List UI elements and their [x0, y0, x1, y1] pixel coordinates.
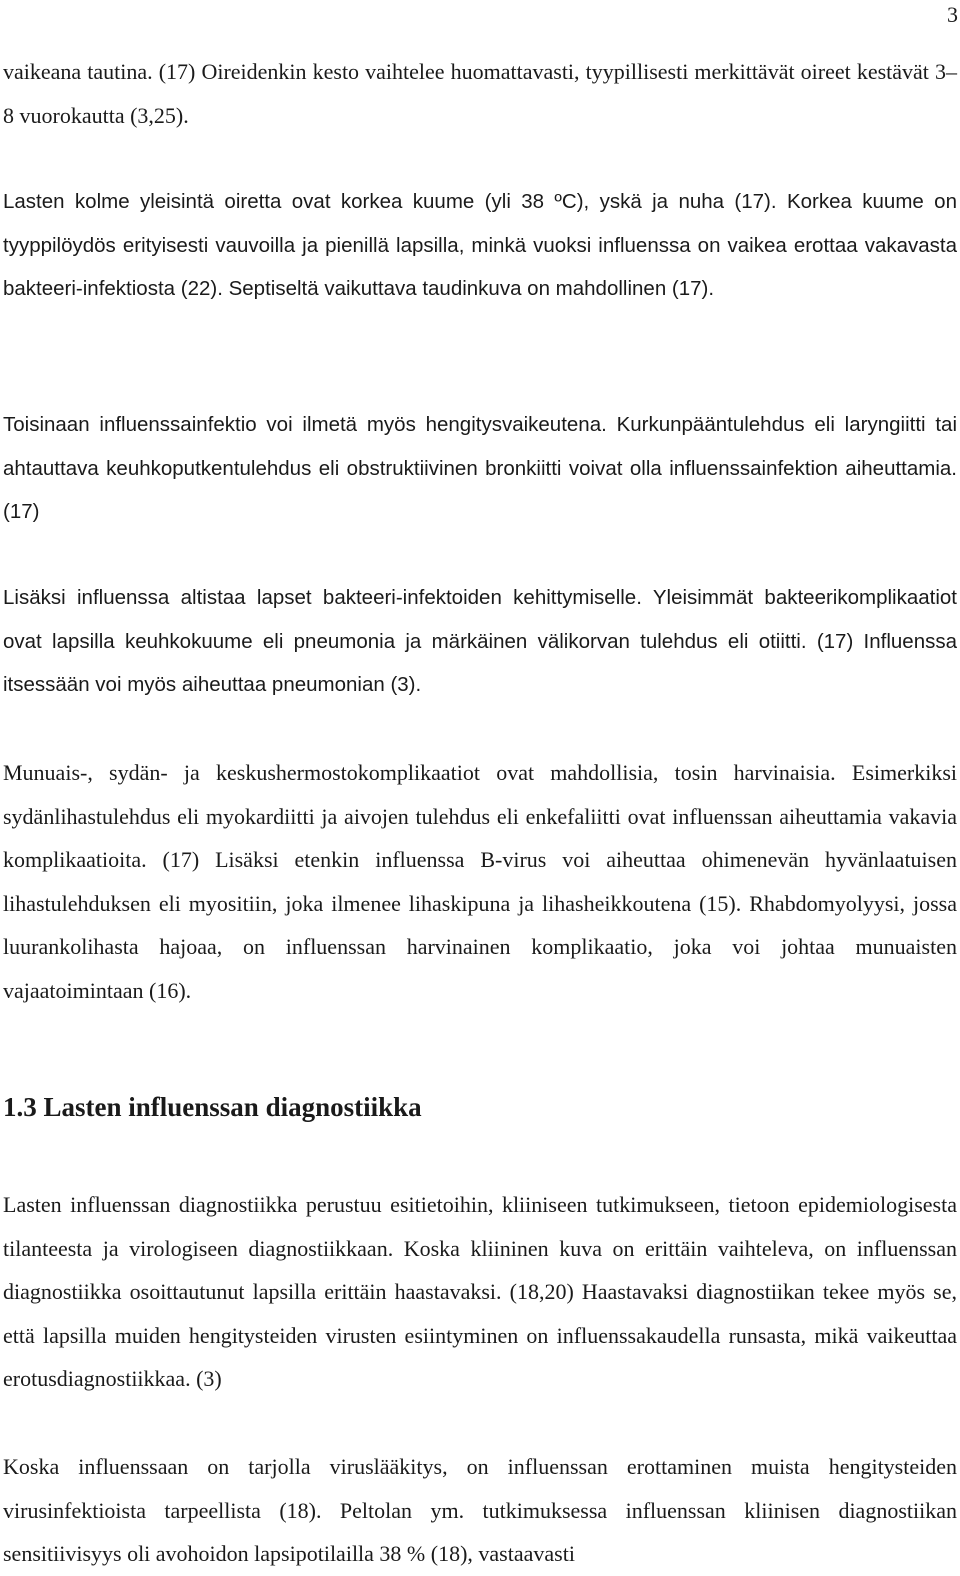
paragraph: Koska influenssaan on tarjolla viruslääkitys, on influenssan erottaminen muista hengitysteiden virusinfektioista tarpeellista (18). Peltolan ym. tutkimuksessa influenssan kliinisen diagnostiikan sensitiivisyys oli avohoidon lapsipotilailla 38 % (18), vastaavasti [3, 1454, 957, 1567]
page-number: 3 [947, 2, 958, 27]
paragraph: Lisäksi influenssa altistaa lapset bakteeri-infektoiden kehittymiselle. Yleisimmät bakteerikomplikaatiot ovat lapsilla keuhkokuume eli pneumonia ja märkäinen välikorvan tulehdus eli otiitti. (17) Influenssa itsessään voi myös aiheuttaa pneumonian (3). [3, 586, 957, 697]
paragraph: Lasten influenssan diagnostiikka perustuu esitietoihin, kliiniseen tutkimukseen, tietoon epidemiologisesta tilanteesta ja virologiseen diagnostiikkaan. Koska kliininen kuva on erittäin vaihteleva, on influenssan diagnostiikka osoittautunut lapsilla erittäin haastavaksi. (18,20) Haastavaksi diagnostiikan tekee myös se, että lapsilla muiden hengitysteiden virusten esiintyminen on influenssakaudella runsasta, mikä vaikeuttaa erotusdiagnostiikkaa. (3) [3, 1192, 957, 1392]
section-heading: 1.3 Lasten influenssan diagnostiikka [3, 1092, 422, 1122]
paragraph: vaikeana tautina. (17) Oireidenkin kesto vaihtelee huomattavasti, tyypillisesti merkittävät oireet kestävät 3–8 vuorokautta (3,25). [3, 59, 957, 128]
paragraph: Toisinaan influenssainfektio voi ilmetä myös hengitysvaikeutena. Kurkunpääntulehdus eli laryngiitti tai ahtauttava keuhkoputkentulehdus eli obstruktiivinen bronkiitti voivat olla influenssainfektion aiheuttamia. (17) [3, 413, 957, 524]
paragraph: Munuais-, sydän- ja keskushermostokomplikaatiot ovat mahdollisia, tosin harvinaisia. Esimerkiksi sydänlihastulehdus eli myokardiitti ja aivojen tulehdus eli enkefaliitti ovat influenssan aiheuttamia vakavia komplikaatioita. (17) Lisäksi etenkin influenssa B-virus voi aiheuttaa ohimenevän hyvänlaatuisen lihastulehduksen eli myositiin, joka ilmenee lihaskipuna ja lihasheikkoutena (15). Rhabdomyolyysi, jossa luurankolihasta hajoaa, on influenssan harvinainen komplikaatio, joka voi johtaa munuaisten vajaatoimintaan (16). [3, 760, 957, 1003]
paragraph: Lasten kolme yleisintä oiretta ovat korkea kuume (yli 38 ºC), yskä ja nuha (17). Korkea kuume on tyyppilöydös erityisesti vauvoilla ja pienillä lapsilla, minkä vuoksi influenssa on vaikea erottaa vakavasta bakteeri-infektiosta (22). Septiseltä vaikuttava taudinkuva on mahdollinen (17). [3, 190, 957, 301]
